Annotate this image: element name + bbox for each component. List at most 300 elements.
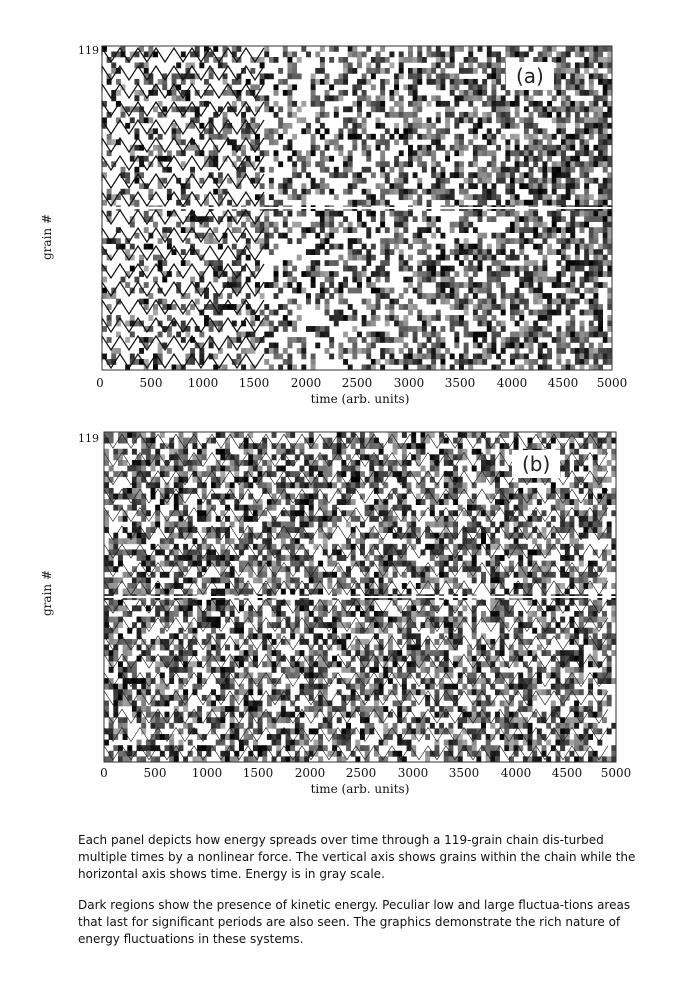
energy-cell <box>241 145 246 151</box>
energy-cell <box>496 178 501 184</box>
energy-cell <box>278 117 283 123</box>
energy-cell <box>250 139 255 145</box>
energy-cell <box>178 516 183 522</box>
energy-cell <box>552 233 557 239</box>
energy-cell <box>478 117 483 123</box>
energy-cell <box>332 589 337 595</box>
energy-cell <box>269 222 274 228</box>
energy-cell <box>262 572 267 578</box>
energy-cell <box>283 233 288 239</box>
energy-cell <box>274 156 279 162</box>
energy-cell <box>264 95 269 101</box>
energy-cell <box>584 139 589 145</box>
energy-cell <box>408 68 413 74</box>
energy-cell <box>547 299 552 305</box>
energy-cell <box>589 332 594 338</box>
energy-cell <box>467 505 472 511</box>
energy-cell <box>380 150 385 156</box>
energy-cell <box>241 128 246 134</box>
energy-cell <box>399 233 404 239</box>
energy-cell <box>343 282 348 288</box>
energy-cell <box>204 57 209 63</box>
energy-cell <box>556 194 561 200</box>
energy-cell <box>315 183 320 189</box>
energy-cell <box>464 266 469 272</box>
energy-cell <box>352 183 357 189</box>
energy-cell <box>127 549 132 555</box>
energy-cell <box>236 260 241 266</box>
energy-cell <box>496 172 501 178</box>
energy-cell <box>399 51 404 57</box>
energy-cell <box>141 449 146 455</box>
energy-cell <box>351 561 356 567</box>
energy-cell <box>561 183 566 189</box>
energy-cell <box>501 321 506 327</box>
energy-cell <box>371 211 376 217</box>
energy-cell <box>453 471 458 477</box>
energy-cell <box>287 310 292 316</box>
energy-cell <box>598 79 603 85</box>
energy-cell <box>241 167 246 173</box>
energy-cell <box>348 249 353 255</box>
energy-cell <box>510 359 515 365</box>
energy-cell <box>427 321 432 327</box>
energy-cell <box>264 150 269 156</box>
energy-cell <box>325 139 330 145</box>
energy-cell <box>185 183 190 189</box>
energy-cell <box>287 84 292 90</box>
energy-cell <box>167 315 172 321</box>
energy-cell <box>202 449 207 455</box>
energy-cell <box>445 282 450 288</box>
energy-cell <box>500 577 505 583</box>
energy-cell <box>510 299 515 305</box>
energy-cell <box>440 167 445 173</box>
energy-cell <box>148 117 153 123</box>
energy-cell <box>301 337 306 343</box>
energy-cell <box>385 172 390 178</box>
energy-cell <box>255 139 260 145</box>
energy-cell <box>495 555 500 561</box>
energy-cell <box>315 51 320 57</box>
energy-cell <box>514 589 519 595</box>
energy-cell <box>272 527 277 533</box>
energy-cell <box>202 488 207 494</box>
energy-cell <box>597 527 602 533</box>
energy-cell <box>589 117 594 123</box>
energy-cell <box>482 134 487 140</box>
energy-cell <box>436 271 441 277</box>
energy-cell <box>454 200 459 206</box>
energy-cell <box>459 260 464 266</box>
energy-cell <box>286 449 291 455</box>
energy-cell <box>417 57 422 63</box>
energy-cell <box>454 315 459 321</box>
energy-cell <box>440 343 445 349</box>
energy-cell <box>357 134 362 140</box>
energy-cell <box>533 337 538 343</box>
energy-cell <box>162 178 167 184</box>
energy-cell <box>362 337 367 343</box>
energy-cell <box>246 238 251 244</box>
energy-cell <box>496 365 501 371</box>
energy-cell <box>504 544 509 550</box>
energy-cell <box>313 482 318 488</box>
energy-cell <box>397 549 402 555</box>
energy-cell <box>407 589 412 595</box>
energy-cell <box>413 90 418 96</box>
energy-cell <box>181 51 186 57</box>
energy-cell <box>510 167 515 173</box>
energy-cell <box>362 79 367 85</box>
energy-cell <box>287 343 292 349</box>
energy-cell <box>431 150 436 156</box>
energy-cell <box>566 139 571 145</box>
energy-cell <box>385 68 390 74</box>
energy-cell <box>204 260 209 266</box>
energy-cell <box>538 128 543 134</box>
energy-cell <box>431 123 436 129</box>
energy-cell <box>267 555 272 561</box>
energy-cell <box>528 521 533 527</box>
energy-cell <box>574 482 579 488</box>
energy-cell <box>450 288 455 294</box>
energy-cell <box>202 566 207 572</box>
energy-cell <box>580 277 585 283</box>
energy-cell <box>366 68 371 74</box>
energy-cell <box>487 161 492 167</box>
energy-cell <box>132 471 137 477</box>
energy-cell <box>589 128 594 134</box>
energy-cell <box>380 161 385 167</box>
energy-cell <box>565 589 570 595</box>
energy-cell <box>318 466 323 472</box>
energy-cell <box>593 211 598 217</box>
energy-cell <box>269 134 274 140</box>
energy-cell <box>107 337 112 343</box>
energy-cell <box>141 572 146 578</box>
energy-cell <box>570 348 575 354</box>
energy-cell <box>360 566 365 572</box>
energy-cell <box>153 365 158 371</box>
energy-cell <box>467 572 472 578</box>
energy-cell <box>260 183 265 189</box>
energy-cell <box>172 73 177 79</box>
energy-cell <box>491 233 496 239</box>
energy-cell <box>565 432 570 438</box>
energy-cell <box>269 310 274 316</box>
energy-cell <box>450 326 455 332</box>
energy-cell <box>262 460 267 466</box>
energy-cell <box>556 271 561 277</box>
energy-cell <box>357 238 362 244</box>
energy-cell <box>561 194 566 200</box>
energy-cell <box>297 57 302 63</box>
energy-cell <box>589 249 594 255</box>
energy-cell <box>413 84 418 90</box>
energy-cell <box>329 156 334 162</box>
energy-cell <box>444 555 449 561</box>
energy-cell <box>408 211 413 217</box>
energy-cell <box>311 101 316 107</box>
energy-cell <box>533 189 538 195</box>
energy-cell <box>566 282 571 288</box>
energy-cell <box>464 216 469 222</box>
energy-cell <box>351 460 356 466</box>
energy-cell <box>255 227 260 233</box>
energy-cell <box>338 354 343 360</box>
energy-cell <box>290 494 295 500</box>
energy-cell <box>399 211 404 217</box>
energy-cell <box>174 494 179 500</box>
energy-cell <box>598 183 603 189</box>
energy-cell <box>589 161 594 167</box>
energy-cell <box>510 194 515 200</box>
energy-cell <box>598 46 603 52</box>
energy-cell <box>575 238 580 244</box>
energy-cell <box>500 443 505 449</box>
energy-cell <box>417 95 422 101</box>
energy-cell <box>348 200 353 206</box>
energy-cell <box>519 365 524 371</box>
energy-cell <box>515 343 520 349</box>
energy-cell <box>334 227 339 233</box>
energy-cell <box>274 266 279 272</box>
energy-cell <box>408 57 413 63</box>
energy-cell <box>481 577 486 583</box>
energy-cell <box>453 577 458 583</box>
energy-cell <box>311 134 316 140</box>
energy-cell <box>551 533 556 539</box>
energy-cell <box>593 359 598 365</box>
energy-cell <box>299 482 304 488</box>
energy-cell <box>584 216 589 222</box>
energy-cell <box>468 194 473 200</box>
energy-cell <box>290 527 295 533</box>
energy-cell <box>436 139 441 145</box>
energy-cell <box>597 577 602 583</box>
energy-cell <box>116 90 121 96</box>
energy-cell <box>153 145 158 151</box>
energy-cell <box>533 244 538 250</box>
energy-cell <box>416 583 421 589</box>
energy-cell <box>181 304 186 310</box>
energy-cell <box>250 332 255 338</box>
energy-cell <box>436 62 441 68</box>
energy-cell <box>555 499 560 505</box>
energy-cell <box>287 194 292 200</box>
energy-cell <box>118 460 123 466</box>
energy-cell <box>458 505 463 511</box>
energy-cell <box>523 583 528 589</box>
energy-cell <box>598 321 603 327</box>
energy-cell <box>366 227 371 233</box>
energy-cell <box>176 150 181 156</box>
energy-cell <box>352 266 357 272</box>
energy-cell <box>394 211 399 217</box>
energy-cell <box>556 123 561 129</box>
energy-cell <box>388 516 393 522</box>
energy-cell <box>575 79 580 85</box>
energy-cell <box>209 150 214 156</box>
energy-cell <box>403 277 408 283</box>
energy-cell <box>440 134 445 140</box>
energy-cell <box>569 538 574 544</box>
energy-cell <box>422 167 427 173</box>
energy-cell <box>491 348 496 354</box>
energy-cell <box>504 527 509 533</box>
energy-cell <box>597 521 602 527</box>
energy-cell <box>440 172 445 178</box>
energy-cell <box>448 521 453 527</box>
energy-cell <box>518 572 523 578</box>
energy-cell <box>348 227 353 233</box>
energy-cell <box>561 238 566 244</box>
energy-cell <box>565 521 570 527</box>
energy-cell <box>593 255 598 261</box>
energy-cell <box>431 348 436 354</box>
energy-cell <box>362 348 367 354</box>
energy-cell <box>295 538 300 544</box>
energy-cell <box>546 577 551 583</box>
energy-cell <box>385 112 390 118</box>
energy-cell <box>533 194 538 200</box>
energy-cell <box>290 561 295 567</box>
energy-cell <box>274 343 279 349</box>
energy-cell <box>533 106 538 112</box>
energy-cell <box>598 332 603 338</box>
energy-cell <box>556 216 561 222</box>
energy-cell <box>348 46 353 52</box>
energy-cell <box>348 222 353 228</box>
energy-cell <box>556 299 561 305</box>
energy-cell <box>487 112 492 118</box>
energy-cell <box>269 233 274 239</box>
energy-cell <box>473 211 478 217</box>
energy-cell <box>440 354 445 360</box>
energy-cell <box>454 73 459 79</box>
energy-cell <box>225 538 230 544</box>
energy-cell <box>551 572 556 578</box>
energy-cell <box>366 211 371 217</box>
energy-cell <box>515 238 520 244</box>
energy-cell <box>153 255 158 261</box>
energy-cell <box>422 244 427 250</box>
energy-cell <box>593 332 598 338</box>
energy-cell <box>565 561 570 567</box>
energy-cell <box>260 238 265 244</box>
energy-cell <box>318 482 323 488</box>
energy-cell <box>274 211 279 217</box>
energy-cell <box>394 112 399 118</box>
energy-cell <box>593 260 598 266</box>
energy-cell <box>366 150 371 156</box>
energy-cell <box>315 304 320 310</box>
energy-cell <box>603 128 608 134</box>
energy-cell <box>181 194 186 200</box>
energy-cell <box>320 123 325 129</box>
energy-cell <box>323 544 328 550</box>
energy-cell <box>274 348 279 354</box>
energy-cell <box>146 577 151 583</box>
energy-cell <box>206 561 211 567</box>
energy-cell <box>561 161 566 167</box>
energy-cell <box>580 150 585 156</box>
energy-cell <box>380 211 385 217</box>
energy-cell <box>123 538 128 544</box>
energy-cell <box>264 332 269 338</box>
energy-cell <box>337 549 342 555</box>
energy-cell <box>533 288 538 294</box>
energy-cell <box>352 128 357 134</box>
energy-cell <box>320 293 325 299</box>
energy-cell <box>130 354 135 360</box>
energy-cell <box>301 189 306 195</box>
energy-cell <box>482 189 487 195</box>
energy-cell <box>383 471 388 477</box>
energy-cell <box>468 51 473 57</box>
energy-cell <box>315 260 320 266</box>
energy-cell <box>403 216 408 222</box>
energy-cell <box>144 51 149 57</box>
energy-cell <box>603 337 608 343</box>
energy-cell <box>352 337 357 343</box>
energy-cell <box>547 304 552 310</box>
energy-cell <box>109 600 114 606</box>
energy-cell <box>287 282 292 288</box>
energy-cell <box>575 337 580 343</box>
energy-cell <box>579 600 584 606</box>
energy-cell <box>376 139 381 145</box>
energy-cell <box>213 156 218 162</box>
energy-cell <box>399 332 404 338</box>
energy-cell <box>593 505 598 511</box>
energy-cell <box>575 73 580 79</box>
energy-cell <box>444 577 449 583</box>
energy-cell <box>225 443 230 449</box>
energy-cell <box>239 561 244 567</box>
energy-cell <box>603 359 608 365</box>
energy-cell <box>352 139 357 145</box>
energy-cell <box>244 449 249 455</box>
energy-cell <box>425 438 430 444</box>
energy-cell <box>315 293 320 299</box>
energy-cell <box>468 117 473 123</box>
energy-cell <box>593 310 598 316</box>
energy-cell <box>556 167 561 173</box>
energy-cell <box>529 310 534 316</box>
energy-cell <box>199 354 204 360</box>
energy-cell <box>427 79 432 85</box>
energy-cell <box>383 510 388 516</box>
energy-cell <box>547 46 552 52</box>
energy-cell <box>369 577 374 583</box>
energy-cell <box>542 189 547 195</box>
energy-cell <box>338 343 343 349</box>
x-tick-label: 4500 <box>547 376 579 390</box>
energy-cell <box>496 304 501 310</box>
energy-cell <box>580 321 585 327</box>
energy-cell <box>262 589 267 595</box>
energy-cell <box>223 365 228 371</box>
energy-cell <box>181 321 186 327</box>
energy-cell <box>408 266 413 272</box>
energy-cell <box>264 304 269 310</box>
energy-cell <box>524 321 529 327</box>
energy-cell <box>394 359 399 365</box>
energy-cell <box>482 288 487 294</box>
energy-cell <box>169 449 174 455</box>
